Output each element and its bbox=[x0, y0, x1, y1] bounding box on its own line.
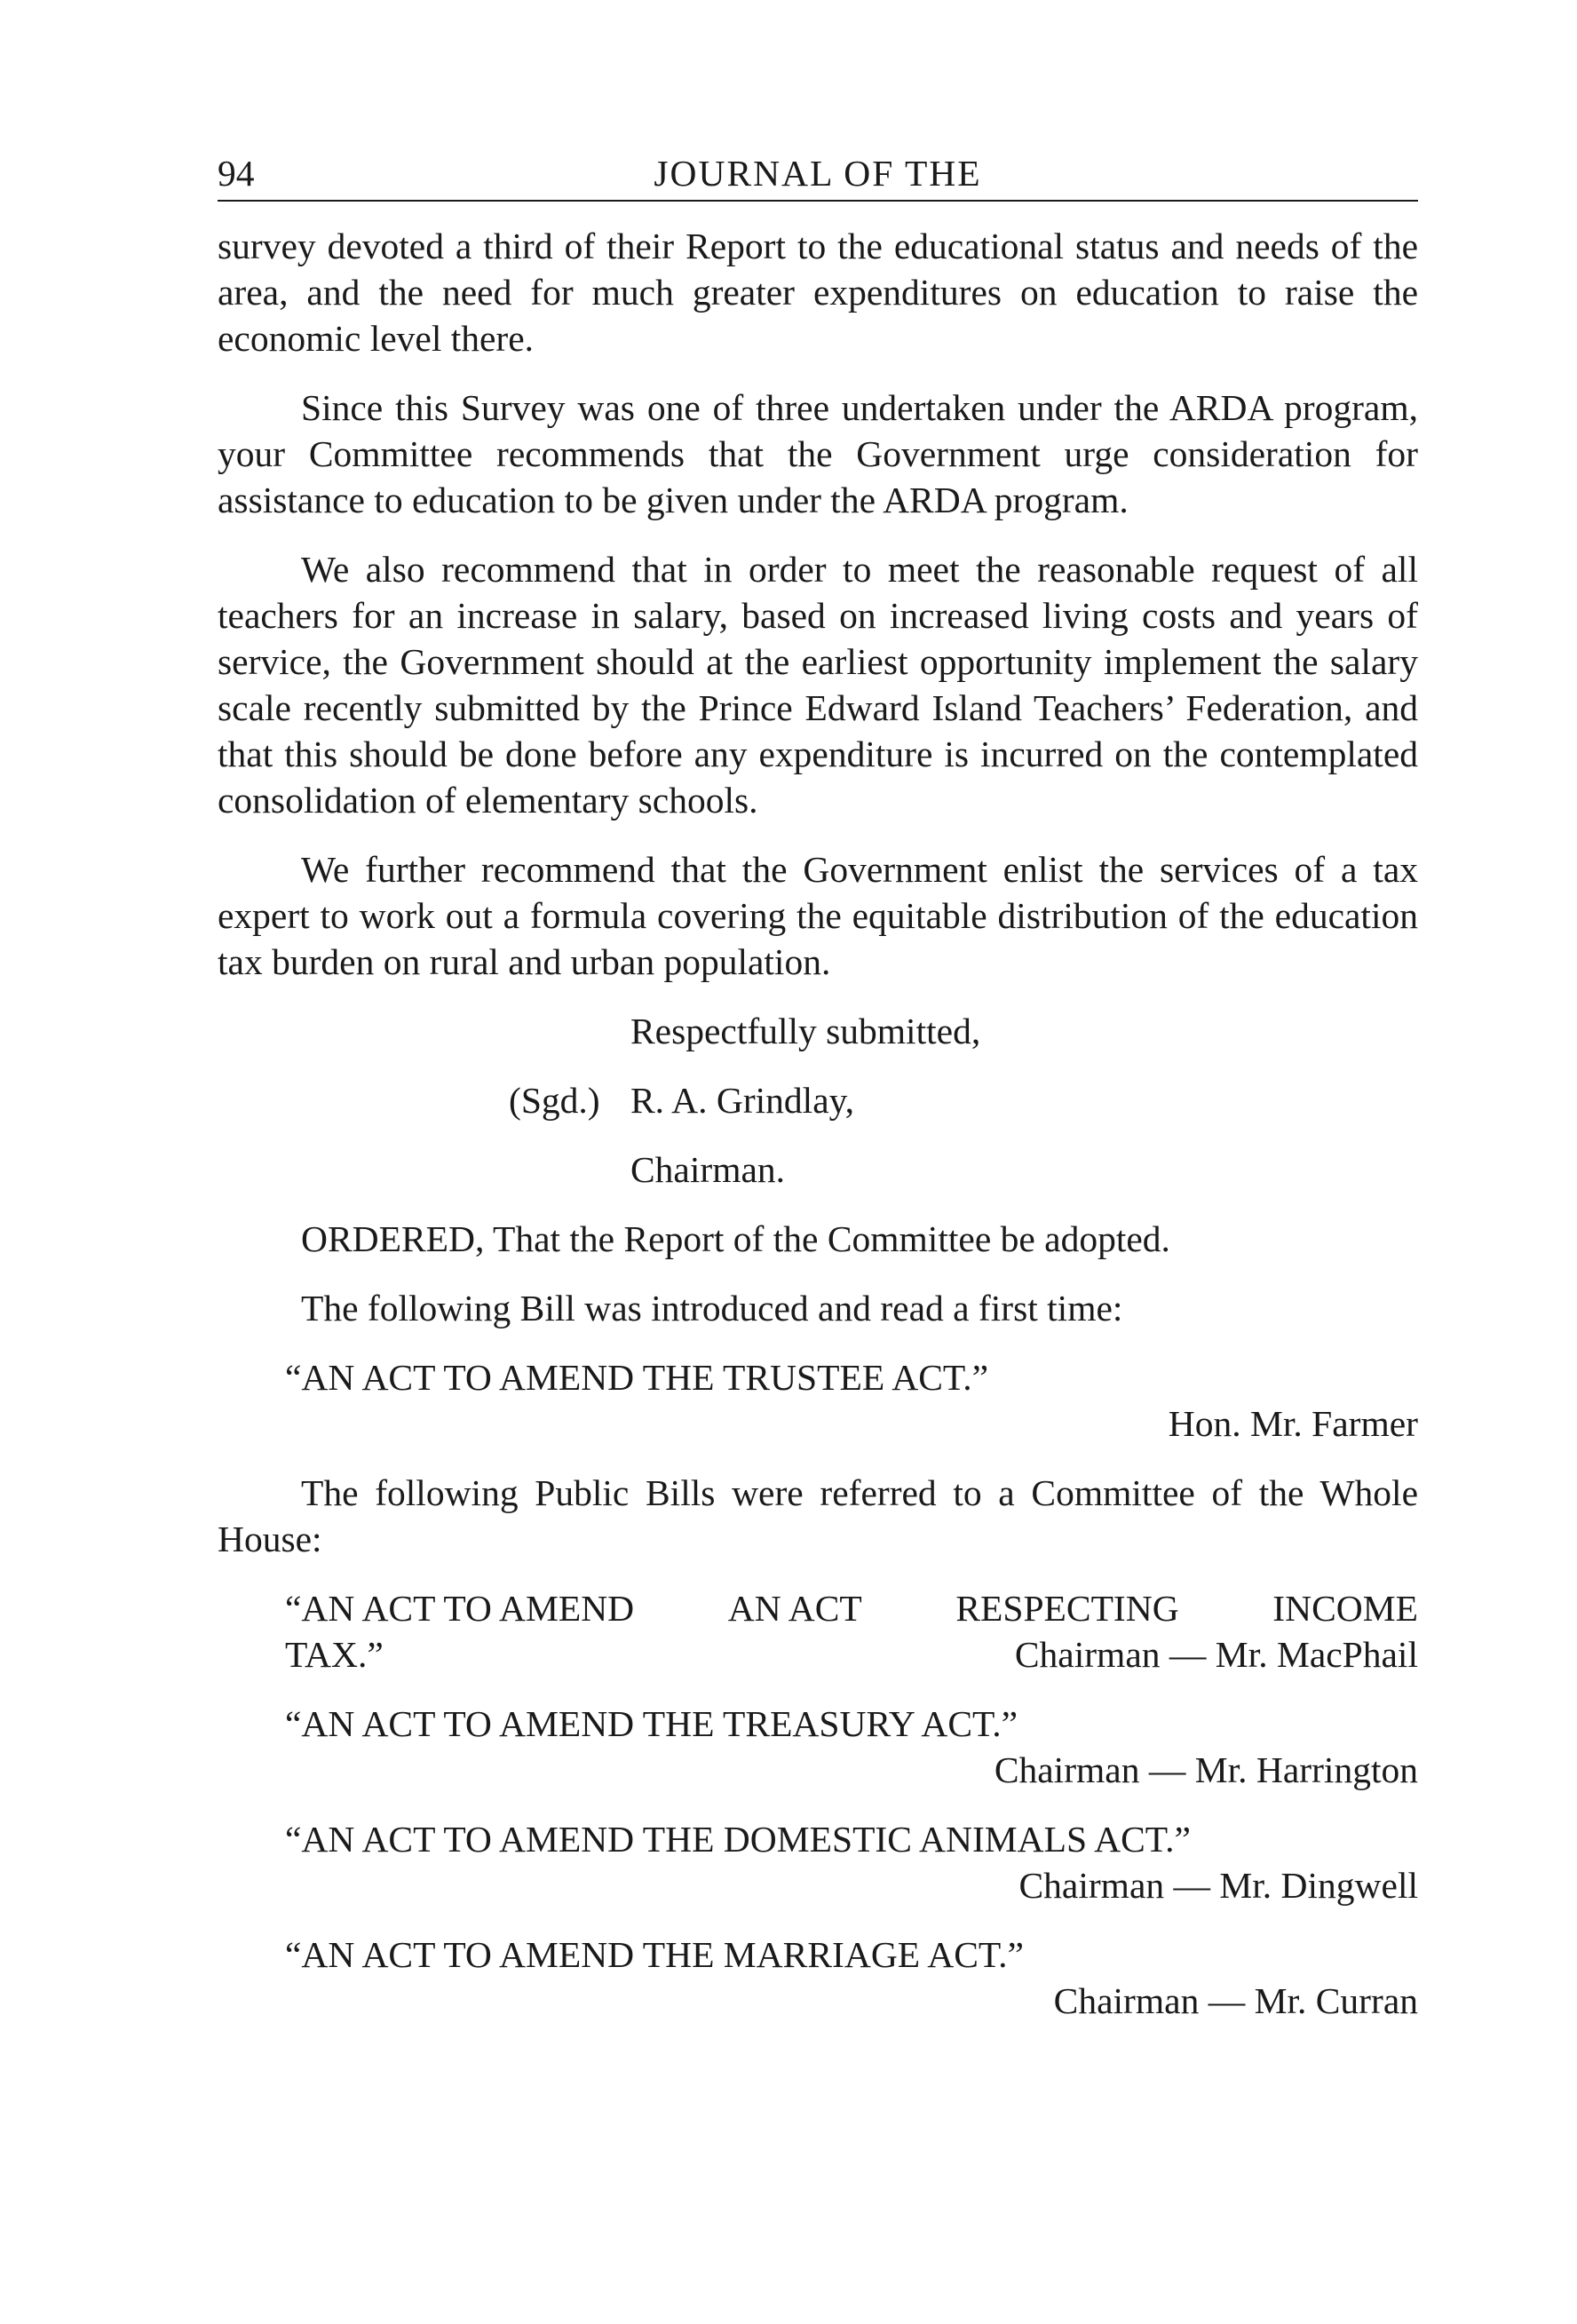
bill-sponsor-line bbox=[285, 1631, 1418, 1678]
bill-title-part: INCOME bbox=[1272, 1588, 1418, 1629]
bill-title-part: AN ACT bbox=[727, 1588, 862, 1629]
bill-title: “AN ACT TO AMEND THE DOMESTIC ANIMALS ACT.” bbox=[285, 1819, 1191, 1860]
bill-marriage-act bbox=[218, 1931, 1418, 2024]
bill-domestic-animals-act bbox=[218, 1816, 1418, 1908]
paragraph-arda: Since this Survey was one of three undertaken under the ARDA program, your Committee recommends that the Government urge consideration for assistance to education to be given under the ARDA program. bbox=[218, 387, 1418, 520]
page-header bbox=[218, 147, 1418, 202]
bill-trustee-act bbox=[218, 1354, 1418, 1447]
paragraph-survey: survey devoted a third of their Report to the educational status and needs of the area, and the need for much greater expenditures on education to raise the economic level there. bbox=[218, 226, 1418, 359]
signature-title-line bbox=[218, 1146, 1418, 1193]
ordered-statement: ORDERED, That the Report of the Committee be adopted. bbox=[301, 1218, 1170, 1259]
signature-name: R. A. Grindlay, bbox=[630, 1080, 855, 1121]
bill-title-part: RESPECTING bbox=[955, 1588, 1179, 1629]
referral-intro: The following Public Bills were referred to a Committee of the Whole House: bbox=[218, 1472, 1418, 1559]
bill-title-end: TAX.” bbox=[285, 1634, 384, 1675]
bill-chairman: Chairman — Mr. MacPhail bbox=[1014, 1634, 1418, 1675]
bill-chairman: Chairman — Mr. Dingwell bbox=[1018, 1865, 1418, 1906]
bill-sponsor: Hon. Mr. Farmer bbox=[1168, 1403, 1418, 1444]
bill-title-line bbox=[285, 1585, 1418, 1631]
paragraph-teachers-salary: We also recommend that in order to meet the reasonable request of all teachers for an increase in salary, based on increased living costs and years of service, the Government should at the earliest opportunity implement the salary scale recently submitted by the Prince Edward Island Teachers’ Federation, and that this should be done before any expenditure is incurred on the contemplated consolidation of elementary schools. bbox=[218, 549, 1418, 821]
signature-sgd: (Sgd.) bbox=[509, 1080, 600, 1121]
page-number: 94 bbox=[218, 153, 255, 194]
running-head: JOURNAL OF THE bbox=[654, 153, 982, 194]
bill-income-tax bbox=[218, 1585, 1418, 1678]
bill-title: “AN ACT TO AMEND THE TREASURY ACT.” bbox=[285, 1703, 1018, 1744]
bill-title: “AN ACT TO AMEND THE MARRIAGE ACT.” bbox=[285, 1934, 1024, 1975]
bill-intro: The following Bill was introduced and read a first time: bbox=[301, 1288, 1123, 1329]
bill-chairman: Chairman — Mr. Harrington bbox=[994, 1749, 1418, 1790]
bill-chairman: Chairman — Mr. Curran bbox=[1053, 1980, 1418, 2021]
bill-title: “AN ACT TO AMEND THE TRUSTEE ACT.” bbox=[285, 1357, 988, 1398]
signature-name-line bbox=[218, 1077, 1418, 1123]
bill-treasury-act bbox=[218, 1701, 1418, 1793]
paragraph-tax-expert: We further recommend that the Government enlist the services of a tax expert to work out a formula covering the equitable distribution of the education tax burden on rural and urban population. bbox=[218, 849, 1418, 982]
signature-closing: Respectfully submitted, bbox=[630, 1011, 981, 1051]
journal-page bbox=[218, 147, 1418, 2047]
signature-title: Chairman. bbox=[630, 1149, 786, 1190]
signature-closing-line bbox=[218, 1008, 1418, 1054]
bill-title-part: “AN ACT TO AMEND bbox=[285, 1588, 635, 1629]
